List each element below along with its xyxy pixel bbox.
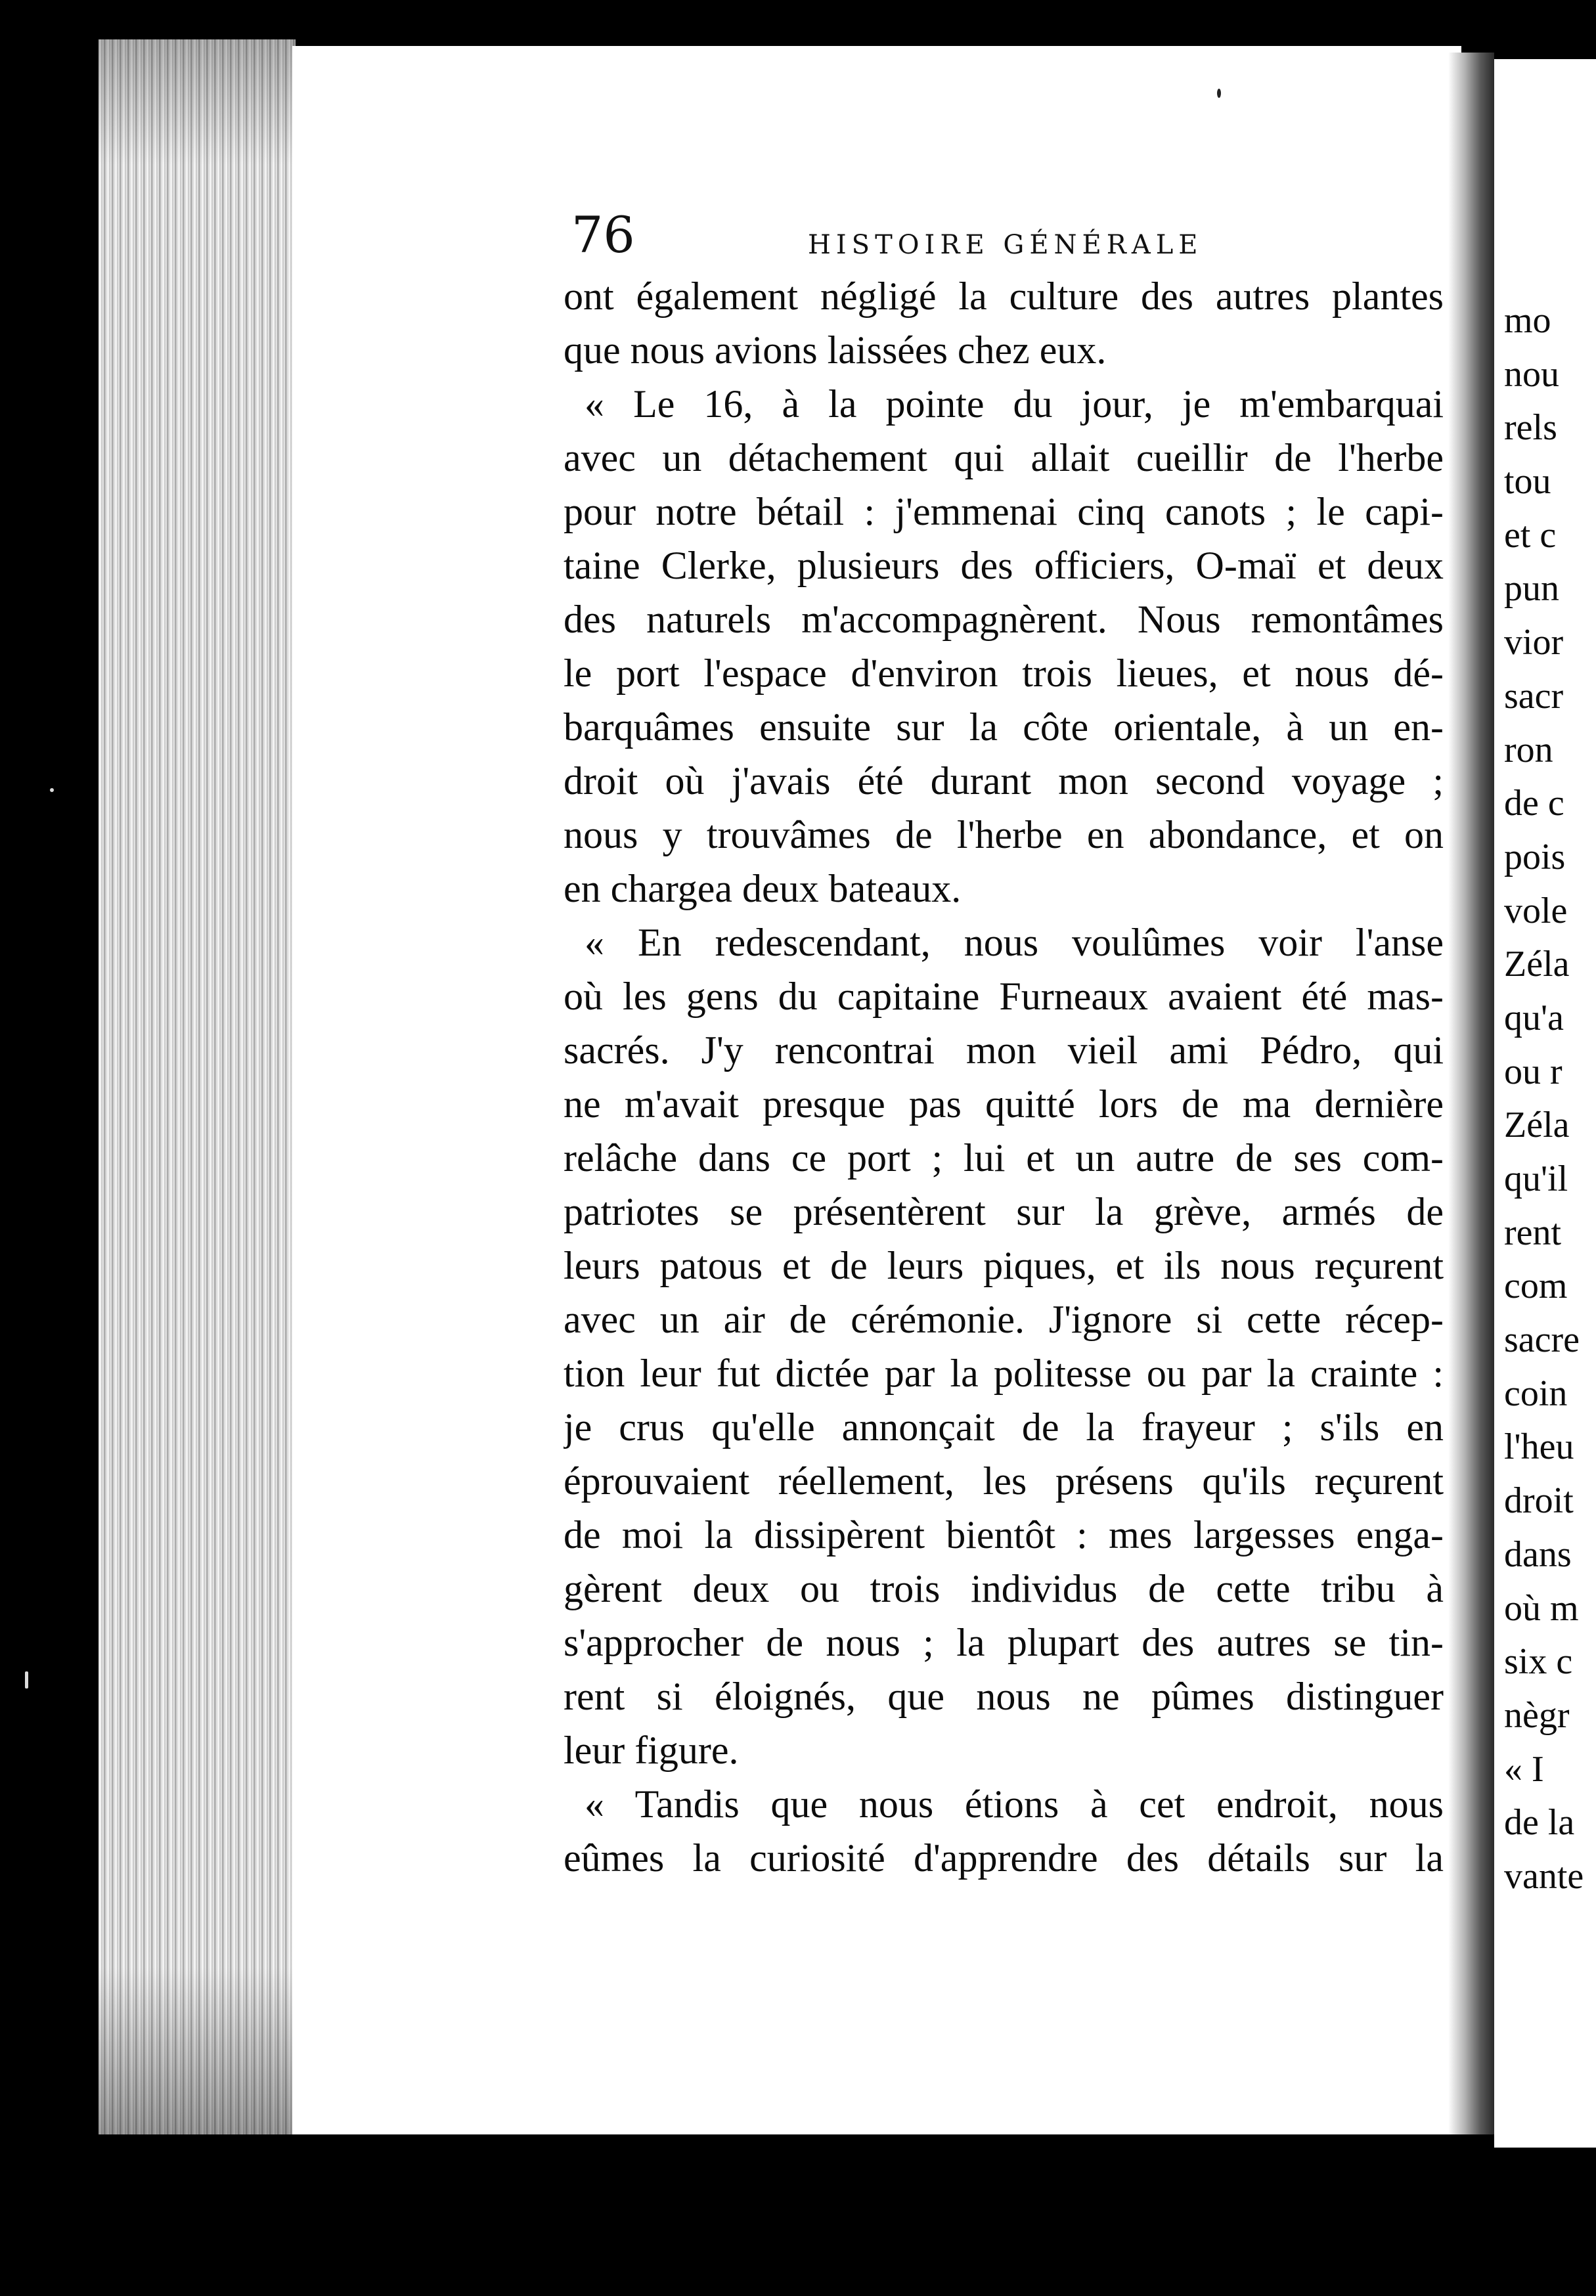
text-line: de moi la dissipèrent bientôt : mes largesses enga- — [564, 1513, 1444, 1556]
running-head — [571, 206, 1235, 268]
facing-line: rent — [1504, 1212, 1562, 1253]
text-line: rent si éloignés, que nous ne pûmes distinguer — [564, 1675, 1444, 1718]
text-line: pour notre bétail : j'emmenai cinq canots ; le capi- — [564, 490, 1444, 533]
facing-line: de la — [1504, 1802, 1575, 1843]
body-text — [564, 269, 1444, 1885]
facing-line: vole — [1504, 890, 1568, 931]
text-line: je crus qu'elle annonçait de la frayeur ; s'ils en — [564, 1405, 1444, 1449]
facing-line: pois — [1504, 836, 1566, 877]
ink-speck — [25, 1671, 28, 1689]
ink-speck — [1217, 89, 1221, 98]
facing-line: pun — [1504, 568, 1559, 609]
text-line: leur figure. — [564, 1729, 739, 1772]
text-line: ne m'avait presque pas quitté lors de ma dernière — [564, 1082, 1444, 1126]
page-number: 76 — [571, 206, 635, 264]
facing-line: sacre — [1504, 1319, 1580, 1361]
facing-line: où m — [1504, 1587, 1579, 1629]
text-line: tion leur fut dictée par la politesse ou par la crainte : — [564, 1352, 1444, 1395]
facing-line: Zéla — [1504, 1105, 1570, 1146]
text-line: des naturels m'accompagnèrent. Nous remontâmes — [564, 598, 1444, 641]
text-line: où les gens du capitaine Furneaux avaient été mas- — [564, 975, 1444, 1018]
text-line: relâche dans ce port ; lui et un autre de ses com- — [564, 1136, 1444, 1180]
facing-line: coin — [1504, 1373, 1568, 1414]
page-edges — [99, 39, 296, 2134]
gutter-shadow — [1448, 53, 1494, 2134]
text-line: avec un air de cérémonie. J'ignore si cette récep- — [564, 1298, 1444, 1341]
facing-line: rels — [1504, 407, 1557, 449]
facing-line: ou r — [1504, 1051, 1563, 1092]
text-line: que nous avions laissées chez eux. — [564, 328, 1107, 372]
text-line: eûmes la curiosité d'apprendre des détails sur la — [564, 1836, 1444, 1880]
facing-line: ron — [1504, 729, 1553, 770]
facing-line: qu'a — [1504, 997, 1564, 1038]
facing-line: l'heu — [1504, 1426, 1574, 1468]
facing-line: droit — [1504, 1480, 1574, 1522]
facing-line: vante — [1504, 1855, 1584, 1897]
text-line: nous y trouvâmes de l'herbe en abondance, et on — [564, 813, 1444, 856]
ink-speck — [50, 788, 54, 792]
facing-line: nou — [1504, 353, 1559, 395]
text-line: « Tandis que nous étions à cet endroit, nous — [585, 1782, 1444, 1826]
facing-line: et c — [1504, 514, 1557, 556]
text-line: gèrent deux ou trois individus de cette tribu à — [564, 1567, 1444, 1610]
facing-line: sacr — [1504, 675, 1564, 717]
facing-line: tou — [1504, 461, 1551, 502]
text-line: droit où j'avais été durant mon second voyage ; — [564, 759, 1444, 803]
text-line: taine Clerke, plusieurs des officiers, O-maï et deux — [564, 544, 1444, 587]
facing-line: vior — [1504, 622, 1564, 663]
facing-line: com — [1504, 1266, 1568, 1307]
text-line: éprouvaient réellement, les présens qu'ils reçurent — [564, 1459, 1444, 1503]
facing-line: dans — [1504, 1534, 1572, 1575]
text-line: s'approcher de nous ; la plupart des autres se tin- — [564, 1621, 1444, 1664]
text-line: le port l'espace d'environ trois lieues, et nous dé- — [564, 651, 1444, 695]
facing-line: nègr — [1504, 1694, 1570, 1736]
facing-line: « I — [1504, 1748, 1544, 1790]
text-line: sacrés. J'y rencontrai mon vieil ami Pédro, qui — [564, 1028, 1444, 1072]
facing-page-text — [1504, 294, 1596, 1904]
text-line: patriotes se présentèrent sur la grève, armés de — [564, 1190, 1444, 1233]
text-line: leurs patous et de leurs piques, et ils nous reçurent — [564, 1244, 1444, 1287]
text-line: barquâmes ensuite sur la côte orientale, à un en- — [564, 705, 1444, 749]
running-title: HISTOIRE GÉNÉRALE — [808, 230, 1203, 260]
text-line: en chargea deux bateaux. — [564, 867, 962, 910]
facing-line: mo — [1504, 300, 1551, 341]
text-line: avec un détachement qui allait cueillir de l'herbe — [564, 436, 1444, 479]
text-line: ont également négligé la culture des autres plantes — [564, 275, 1444, 318]
facing-line: six c — [1504, 1641, 1573, 1683]
text-line: « En redescendant, nous voulûmes voir l'anse — [585, 921, 1444, 964]
facing-line: Zéla — [1504, 944, 1570, 985]
text-line: « Le 16, à la pointe du jour, je m'embarquai — [585, 382, 1444, 426]
facing-line: qu'il — [1504, 1159, 1568, 1199]
facing-line: de c — [1504, 783, 1564, 824]
